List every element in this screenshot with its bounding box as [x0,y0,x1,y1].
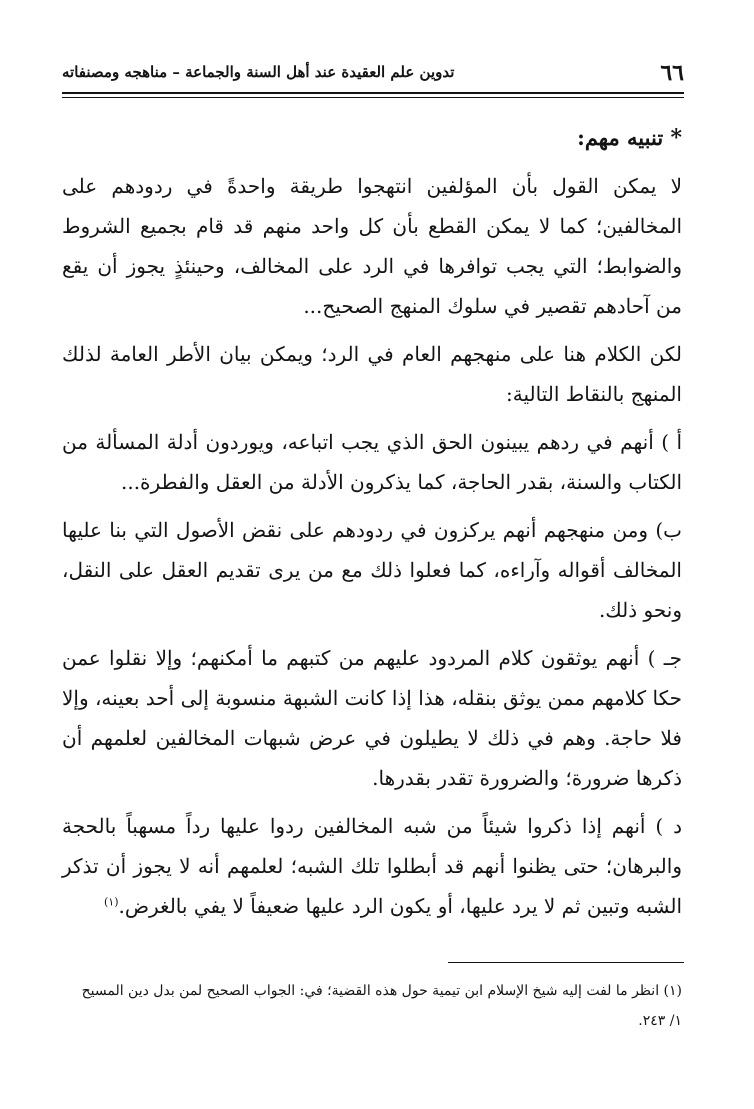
paragraph: لا يمكن القول بأن المؤلفين انتهجوا طريقة واحدةً في ردودهم على المخالفين؛ كما لا يمكن القطع بأن كل واحد منهم قد قام بجميع الشروط والضوابط؛ التي يجب توافرها في الرد على المخالف، وحينئذٍ يجوز أن يقع من آحادهم تقصير في سلوك المنهج الصحيح... [62,174,682,318]
footnote [62,976,682,1036]
paragraph-text: د ) أنهم إذا ذكروا شيئاً من شبه المخالفين ردوا عليها رداً مسهباً بالحجة والبرهان؛ حتى يظنوا أنهم قد أبطلوا تلك الشبه؛ لعلمهم أنه لا يجوز أن تذكر الشبه وتبين ثم لا يرد عليها، أو يكون الرد عليها ضعيفاً لا يفي بالغرض. [62,814,682,918]
paragraph: ب) ومن منهجهم أنهم يركزون في ردودهم على نقض الأصول التي بنا عليها المخالف أقواله وآراءه، كما فعلوا ذلك مع من يرى تقديم العقل على النقل، ونحو ذلك. [62,518,682,622]
page-header [62,58,684,90]
footnote-line: (١) انظر ما لفت إليه شيخ الإسلام ابن تيمية حول هذه القضية؛ في: الجواب الصحيح لمن بدل دين المسيح [81,983,682,999]
page-number: ٦٦ [660,60,684,86]
footnote-separator [448,962,684,963]
paragraph: لكن الكلام هنا على منهجهم العام في الرد؛ ويمكن بيان الأطر العامة لذلك المنهج بالنقاط التالية: [62,342,682,406]
header-rule-thin [62,97,684,98]
body-text [62,118,682,934]
paragraph-last [62,806,682,926]
section-heading [62,118,682,158]
footnote-line: ١/ ٢٤٣. [638,1013,682,1029]
paragraph: جـ ) أنهم يوثقون كلام المردود عليهم من كتبهم ما أمكنهم؛ وإلا نقلوا عمن حكا كلامهم ممن يوثق بنقله، هذا إذا كانت الشبهة منسوبة إلى أحد بعينه، وإلا فلا حاجة. وهم في ذلك لا يطيلون في عرض شبهات المخالفين لعلمهم أن ذكرها ضرورة؛ والضرورة تقدر بقدرها. [62,646,682,790]
star-icon: * [670,125,682,151]
header-rule [62,92,684,94]
footnote-reference: (١) [103,895,119,909]
running-title: تدوين علم العقيدة عند أهل السنة والجماعة – مناهجه ومصنفاته [62,63,455,81]
heading-text: تنبيه مهم: [577,125,664,150]
paragraph: أ ) أنهم في ردهم يبينون الحق الذي يجب اتباعه، ويوردون أدلة المسألة من الكتاب والسنة، بقدر الحاجة، كما يذكرون الأدلة من العقل والفطرة... [62,430,683,494]
